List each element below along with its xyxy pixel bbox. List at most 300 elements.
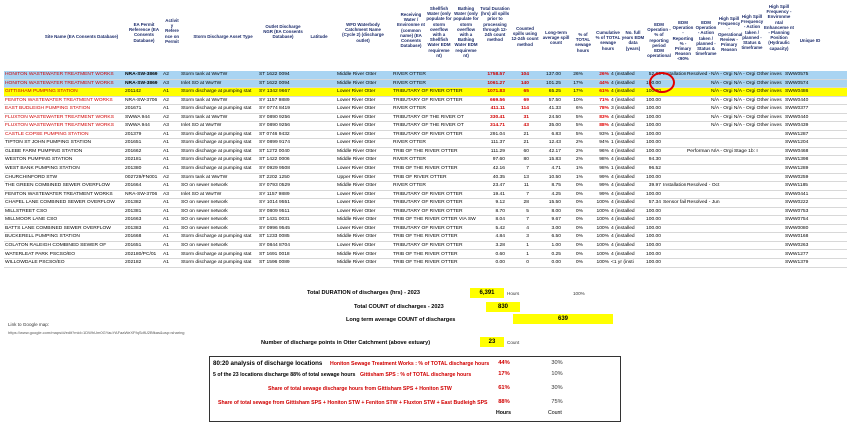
pct-total-cell: 0% bbox=[562, 241, 584, 250]
table-row bbox=[4, 224, 847, 233]
latitude-cell bbox=[302, 130, 336, 139]
discharge-table bbox=[4, 71, 847, 268]
years-edm-cell: 1 (installed bbox=[610, 139, 638, 148]
table-row bbox=[4, 105, 847, 114]
analysis-row2-ratio: 10% bbox=[551, 371, 563, 377]
analysis-row1-pct: 44% bbox=[498, 360, 510, 366]
duration-cell: 9.12 bbox=[478, 199, 506, 208]
latitude-cell bbox=[302, 96, 336, 105]
receiving-water-cell: TRIB OF RIVER OTTER bbox=[392, 173, 466, 182]
site-name-cell: FENITON WASTEWATER TREATMENT WORKS bbox=[4, 190, 124, 199]
analysis-title: 80:20 analysis of discharge locations bbox=[213, 360, 323, 367]
site-name-cell: WATERLEAT PARK PSCSO/EO bbox=[4, 250, 124, 259]
asset-type-cell: Storm tank at WwTW bbox=[180, 173, 258, 182]
outlet-ngr-cell: ST 1233 0085 bbox=[258, 233, 302, 242]
edm-operation-cell: 100.00 bbox=[638, 79, 662, 88]
table-row bbox=[4, 147, 847, 156]
unique-id-cell: SWW0377 bbox=[784, 105, 847, 114]
latitude-cell bbox=[302, 79, 336, 88]
high-spill-cell: N/A - Orgi N/A - Orgi Other inves bbox=[710, 79, 784, 88]
permit-ref-cell: NRA-SW-3706 bbox=[124, 190, 162, 199]
years-edm-cell: 4 (installed bbox=[610, 224, 638, 233]
latitude-cell bbox=[302, 173, 336, 182]
edm-operation-cell: 100.00 bbox=[638, 113, 662, 122]
header-high-spill-review: High Spill Frequency - Operational Review - Primary Reason bbox=[718, 16, 743, 53]
cumulative-cell: 100% bbox=[584, 233, 610, 242]
latitude-cell bbox=[302, 147, 336, 156]
duration-cell: 8.70 bbox=[478, 207, 506, 216]
duration-cell: 1071.83 bbox=[478, 88, 506, 97]
site-name-cell: BATTS LANE COMBINED SEWER OVERFLOW bbox=[4, 224, 124, 233]
longterm-avg-cell: 137.00 bbox=[530, 71, 562, 79]
spills-cell: 7 bbox=[506, 190, 530, 199]
analysis-box bbox=[209, 356, 621, 422]
wfd-catchment-cell: Lower River Otter bbox=[336, 139, 392, 148]
receiving-water-cell: TRIBUTARY OF RIVER OTTER bbox=[392, 96, 466, 105]
activity-ref-cell: A2 bbox=[162, 96, 180, 105]
spills-cell: 11 bbox=[506, 182, 530, 191]
outlet-ngr-cell: ST 2202 1250 bbox=[258, 173, 302, 182]
activity-ref-cell: A1 bbox=[162, 216, 180, 225]
activity-ref-cell: A1 bbox=[162, 224, 180, 233]
discharge-points-label: Number of discharge points in Otter Catchment (above estuary) bbox=[261, 340, 431, 346]
total-count-label: Total COUNT of discharges - 2023 bbox=[354, 304, 444, 310]
receiving-water-cell: TRIBUTARY OF RIVER OTTER bbox=[392, 207, 466, 216]
spills-cell: 7 bbox=[506, 216, 530, 225]
longterm-avg-cell: 42.17 bbox=[530, 147, 562, 156]
cumulative-cell: 71% bbox=[584, 96, 610, 105]
longterm-avg-cell: 4.71 bbox=[530, 165, 562, 174]
edm-operation-cell: 100.00 bbox=[638, 233, 662, 242]
wfd-catchment-cell: Lower River Otter bbox=[336, 190, 392, 199]
shellfish-cell bbox=[466, 190, 478, 199]
pct-total-cell: 0% bbox=[562, 224, 584, 233]
receiving-water-cell: TRIB OF THE RIVER OTTER VIA SW bbox=[392, 216, 466, 225]
permit-ref-cell: 201663 bbox=[124, 216, 162, 225]
longterm-avg-cell: 12.43 bbox=[530, 139, 562, 148]
spills-cell: 3 bbox=[506, 233, 530, 242]
outlet-ngr-cell: SY 0844 8704 bbox=[258, 241, 302, 250]
edm-action-cell: Performan N/A - Orgi Stage 1b: I bbox=[686, 147, 710, 156]
site-name-cell: TIPTON ST JOHN PUMPING STATION bbox=[4, 139, 124, 148]
duration-cell: 5.42 bbox=[478, 224, 506, 233]
edm-action-cell bbox=[686, 130, 710, 139]
latitude-cell bbox=[302, 241, 336, 250]
site-name-cell: HONITON WASTEWATER TREATMENT WORKS bbox=[4, 71, 124, 79]
asset-type-cell: Storm discharge at pumping stat bbox=[180, 156, 258, 165]
asset-type-cell: Storm discharge at pumping stat bbox=[180, 88, 258, 97]
pct-total-cell: 5% bbox=[562, 122, 584, 131]
wfd-catchment-cell: Lower River Otter bbox=[336, 224, 392, 233]
outlet-ngr-cell: ST 1596 0089 bbox=[258, 259, 302, 268]
cumulative-cell: 99% bbox=[584, 182, 610, 191]
pct-total-cell: 0% bbox=[562, 182, 584, 191]
pct-total-cell: 0% bbox=[562, 207, 584, 216]
high-spill-cell: N/A - Orgi N/A - Orgi Other inves bbox=[710, 122, 784, 131]
unique-id-cell: SWW0468 bbox=[784, 147, 847, 156]
edm-reason-cell bbox=[662, 165, 686, 174]
longterm-count-value: 639 bbox=[513, 314, 613, 324]
edm-operation-cell: 100.00 bbox=[638, 241, 662, 250]
years-edm-cell: 4 (installed bbox=[610, 147, 638, 156]
cumulative-cell: 78% bbox=[584, 105, 610, 114]
permit-ref-cell: 201664 bbox=[124, 182, 162, 191]
unique-id-cell: SWW0441 bbox=[784, 190, 847, 199]
outlet-ngr-cell: SY 0899 9174 bbox=[258, 139, 302, 148]
permit-ref-cell: 201380 bbox=[124, 165, 162, 174]
outlet-ngr-cell: ST 1422 0006 bbox=[258, 156, 302, 165]
wfd-catchment-cell: Lower River Otter bbox=[336, 96, 392, 105]
unique-id-cell: SWW0574 bbox=[784, 79, 847, 88]
wfd-catchment-cell: Middle River Otter bbox=[336, 71, 392, 79]
wfd-catchment-cell: Middle River Otter bbox=[336, 182, 392, 191]
cumulative-cell: 99% bbox=[584, 173, 610, 182]
high-spill-cell bbox=[710, 182, 784, 191]
longterm-avg-cell: 41.33 bbox=[530, 105, 562, 114]
shellfish-cell bbox=[466, 241, 478, 250]
edm-action-cell bbox=[686, 139, 710, 148]
edm-action-cell bbox=[686, 122, 710, 131]
spills-cell: 140 bbox=[506, 79, 530, 88]
duration-cell: 314.71 bbox=[478, 122, 506, 131]
receiving-water-cell: TRIBUTARY OF RIVER OTTER bbox=[392, 224, 466, 233]
unique-id-cell: SWW1185 bbox=[784, 182, 847, 191]
duration-cell: 111.29 bbox=[478, 147, 506, 156]
duration-cell: 1061.27 bbox=[478, 79, 506, 88]
duration-cell: 42.16 bbox=[478, 165, 506, 174]
wfd-catchment-cell: Middle River Otter bbox=[336, 233, 392, 242]
edm-action-cell bbox=[686, 96, 710, 105]
edm-operation-cell: 96.52 bbox=[638, 165, 662, 174]
activity-ref-cell: A3 bbox=[162, 122, 180, 131]
cumulative-cell: 100% bbox=[584, 207, 610, 216]
asset-type-cell: Storm discharge at pumping stat bbox=[180, 147, 258, 156]
edm-reason-cell bbox=[662, 250, 686, 259]
spills-cell: 0 bbox=[506, 259, 530, 268]
edm-operation-cell: 100.00 bbox=[638, 88, 662, 97]
wfd-catchment-cell: Middle River Otter bbox=[336, 216, 392, 225]
duration-cell: 111.37 bbox=[478, 139, 506, 148]
header-edm-action: EDM Operation - Action taken / planned - Status & timeframe bbox=[695, 20, 717, 57]
wfd-catchment-cell: Middle River Otter bbox=[336, 156, 392, 165]
longterm-count-label: Long term average COUNT of discharges bbox=[346, 317, 456, 323]
site-name-cell: THE GREEN COMBINED SEWER OVERFLOW bbox=[4, 182, 124, 191]
unique-id-cell: SWW1204 bbox=[784, 139, 847, 148]
activity-ref-cell: A1 bbox=[162, 182, 180, 191]
shellfish-cell bbox=[466, 88, 478, 97]
asset-type-cell: Storm tank at WwTW bbox=[180, 71, 258, 79]
high-spill-cell bbox=[710, 139, 784, 148]
cumulative-cell: 96% bbox=[584, 147, 610, 156]
analysis-row3-pct: 61% bbox=[498, 385, 510, 391]
years-edm-cell: 3 (installed bbox=[610, 105, 638, 114]
table-row bbox=[4, 122, 847, 131]
spills-cell: 114 bbox=[506, 105, 530, 114]
longterm-avg-cell: 15.50 bbox=[530, 199, 562, 208]
high-spill-cell: N/A - Orgi N/A - Orgi Other inves bbox=[710, 88, 784, 97]
edm-action-cell bbox=[686, 105, 710, 114]
longterm-avg-cell: 6.50 bbox=[530, 233, 562, 242]
high-spill-cell: N/A - Orgi N/A - Orgi Other inves bbox=[710, 113, 784, 122]
edm-operation-cell: 100.00 bbox=[638, 105, 662, 114]
edm-reason-cell: Installation bbox=[662, 182, 686, 191]
outlet-ngr-cell: SY 1157 9889 bbox=[258, 190, 302, 199]
wfd-catchment-cell: Lower River Otter bbox=[336, 241, 392, 250]
table-row bbox=[4, 88, 847, 97]
duration-cell: 330.41 bbox=[478, 113, 506, 122]
table-row bbox=[4, 139, 847, 148]
edm-reason-cell: Installation bbox=[662, 71, 686, 79]
edm-operation-cell: 57.34 bbox=[638, 199, 662, 208]
asset-type-cell: Storm discharge at pumping stat bbox=[180, 233, 258, 242]
edm-operation-cell: 100.00 bbox=[638, 139, 662, 148]
shellfish-cell bbox=[466, 79, 478, 88]
permit-ref-cell: 002729/FN001 bbox=[124, 173, 162, 182]
asset-type-cell: SO on sewer network bbox=[180, 182, 258, 191]
longterm-avg-cell: 57.50 bbox=[530, 96, 562, 105]
years-edm-cell: 4 (installed bbox=[610, 71, 638, 79]
shellfish-cell bbox=[466, 224, 478, 233]
shellfish-cell bbox=[466, 130, 478, 139]
asset-type-cell: Inlet SO at WwTW bbox=[180, 122, 258, 131]
high-spill-cell bbox=[710, 216, 784, 225]
edm-operation-cell: 39.97 bbox=[638, 182, 662, 191]
asset-type-cell: SO on sewer network bbox=[180, 224, 258, 233]
latitude-cell bbox=[302, 88, 336, 97]
receiving-water-cell: RIVER OTTER bbox=[392, 71, 466, 79]
spills-cell: 13 bbox=[506, 173, 530, 182]
receiving-water-cell: RIVER OTTER bbox=[392, 182, 466, 191]
edm-action-cell bbox=[686, 233, 710, 242]
edm-reason-cell bbox=[662, 224, 686, 233]
site-name-cell: FLUXTON WASTEWATER TREATMENT WORKS bbox=[4, 122, 124, 131]
cumulative-cell: 88% bbox=[584, 122, 610, 131]
table-row bbox=[4, 233, 847, 242]
total-duration-unit: Hours bbox=[507, 291, 520, 296]
outlet-ngr-cell: SY 0809 9511 bbox=[258, 207, 302, 216]
shellfish-cell bbox=[466, 182, 478, 191]
cumulative-cell: 100% bbox=[584, 199, 610, 208]
site-name-cell: EAST BUDLEIGH PUMPING STATION bbox=[4, 105, 124, 114]
receiving-water-cell: TRIBUTARY OF THE RIVER OT bbox=[392, 113, 466, 122]
spills-cell: 65 bbox=[506, 88, 530, 97]
wfd-catchment-cell: Middle River Otter bbox=[336, 79, 392, 88]
shellfish-cell bbox=[466, 173, 478, 182]
cumulative-cell: 100% bbox=[584, 216, 610, 225]
analysis-col-hours: Hours bbox=[496, 410, 511, 416]
analysis-row1-ratio: 30% bbox=[551, 360, 563, 366]
high-spill-cell bbox=[710, 241, 784, 250]
activity-ref-cell: A1 bbox=[162, 147, 180, 156]
analysis-row4-ratio: 75% bbox=[551, 399, 563, 405]
edm-action-cell: Resolved - Oct bbox=[686, 182, 710, 191]
cumulative-cell: 83% bbox=[584, 113, 610, 122]
cumulative-cell: 100% bbox=[584, 259, 610, 268]
years-edm-cell: 1 (installed bbox=[610, 165, 638, 174]
edm-reason-cell bbox=[662, 122, 686, 131]
edm-reason-cell bbox=[662, 139, 686, 148]
longterm-avg-cell: 35.00 bbox=[530, 122, 562, 131]
shellfish-cell bbox=[466, 233, 478, 242]
pct-total-cell: 0% bbox=[562, 259, 584, 268]
receiving-water-cell: TRIBUTARY OF RIVER OTTER bbox=[392, 190, 466, 199]
spills-cell: 31 bbox=[506, 113, 530, 122]
activity-ref-cell: A1 bbox=[162, 250, 180, 259]
edm-reason-cell bbox=[662, 130, 686, 139]
edm-action-cell bbox=[686, 156, 710, 165]
unique-id-cell: SWW0080 bbox=[784, 224, 847, 233]
permit-ref-cell: 202180/PC/01 bbox=[124, 250, 162, 259]
header-total-duration: Total Duration (hrs) all spills prior to processing through 12-24h count method bbox=[480, 6, 510, 43]
asset-type-cell: Storm tank at WwTW bbox=[180, 113, 258, 122]
edm-reason-cell bbox=[662, 156, 686, 165]
site-name-cell: MILLMOOR LANE CSO bbox=[4, 216, 124, 225]
edm-operation-cell: 100.00 bbox=[638, 147, 662, 156]
asset-type-cell: Storm discharge at pumping stat bbox=[180, 105, 258, 114]
duration-cell: 0.00 bbox=[478, 259, 506, 268]
site-name-cell: MILLSTREET CSO bbox=[4, 207, 124, 216]
map-link-url[interactable]: https://www.google.com/maps/d/edit?mid=1DWhUm0GYauYAFaaWeXFfqSdfU2Bfkas&usp=sharing bbox=[8, 330, 185, 335]
high-spill-cell bbox=[710, 224, 784, 233]
years-edm-cell: 4 (installed bbox=[610, 199, 638, 208]
asset-type-cell: SO on sewer network bbox=[180, 207, 258, 216]
high-spill-cell bbox=[710, 259, 784, 268]
permit-ref-cell: 201379 bbox=[124, 130, 162, 139]
permit-ref-cell: 201662 bbox=[124, 147, 162, 156]
years-edm-cell: 4 (installed bbox=[610, 122, 638, 131]
edm-reason-cell bbox=[662, 96, 686, 105]
header-cumulative: Cumulative % of TOTAL sewage hours bbox=[595, 30, 621, 51]
header-site-name: Site Name (EA Consents Database) bbox=[44, 34, 119, 39]
permit-ref-cell: NRA-SW-3869 bbox=[124, 79, 162, 88]
pct-total-cell: 2% bbox=[562, 139, 584, 148]
unique-id-cell: SWW1277 bbox=[784, 250, 847, 259]
shellfish-cell bbox=[466, 71, 478, 79]
high-spill-cell: N/A - Orgi N/A - Orgi Other inves bbox=[710, 71, 784, 79]
unique-id-cell: SWW0440 bbox=[784, 96, 847, 105]
asset-type-cell: Inlet SO at WwTW bbox=[180, 190, 258, 199]
activity-ref-cell: A2 bbox=[162, 71, 180, 79]
latitude-cell bbox=[302, 165, 336, 174]
outlet-ngr-cell: ST 1431 0031 bbox=[258, 216, 302, 225]
outlet-ngr-cell: ST 1272 0040 bbox=[258, 147, 302, 156]
high-spill-cell bbox=[710, 190, 784, 199]
activity-ref-cell: A2 bbox=[162, 113, 180, 122]
table-row bbox=[4, 216, 847, 225]
outlet-ngr-cell: ST 1691 0018 bbox=[258, 250, 302, 259]
permit-ref-cell: 201381 bbox=[124, 207, 162, 216]
unique-id-cell: SWW1287 bbox=[784, 130, 847, 139]
site-name-cell: WEST BANK PUMPING STATION bbox=[4, 165, 124, 174]
activity-ref-cell: A1 bbox=[162, 233, 180, 242]
permit-ref-cell: 201651 bbox=[124, 241, 162, 250]
receiving-water-cell: TRIBUTARY OF THE RIVER OT bbox=[392, 122, 466, 131]
edm-operation-cell: 100.00 bbox=[638, 130, 662, 139]
table-row bbox=[4, 156, 847, 165]
years-edm-cell: 4 (installed bbox=[610, 216, 638, 225]
edm-operation-cell: 100.00 bbox=[638, 207, 662, 216]
analysis-row4-label: Share of total sewage from Gittisham SPS + Honiton STW + Feniton STW + Fluxton STW + East Budleigh SPS bbox=[218, 400, 488, 406]
duration-cell: 669.56 bbox=[478, 96, 506, 105]
longterm-avg-cell: 24.50 bbox=[530, 113, 562, 122]
duration-cell: 291.04 bbox=[478, 130, 506, 139]
unique-id-cell: SWW1398 bbox=[784, 156, 847, 165]
permit-ref-cell: NRA-SW-3869 bbox=[124, 71, 162, 79]
total-duration-pct: 100% bbox=[573, 291, 585, 296]
outlet-ngr-cell: SY 1342 9667 bbox=[258, 88, 302, 97]
pct-total-cell: 6% bbox=[562, 105, 584, 114]
edm-action-cell: Resolved - bbox=[686, 71, 710, 79]
asset-type-cell: Storm tank at WwTW bbox=[180, 96, 258, 105]
spills-cell: 7 bbox=[506, 165, 530, 174]
edm-operation-cell: 100.00 bbox=[638, 250, 662, 259]
total-duration-label: Total DURATION of discharges (hrs) - 2023 bbox=[307, 290, 420, 296]
activity-ref-cell: A1 bbox=[162, 165, 180, 174]
cumulative-cell: 61% bbox=[584, 88, 610, 97]
high-spill-cell bbox=[710, 199, 784, 208]
latitude-cell bbox=[302, 182, 336, 191]
unique-id-cell: SWW0753 bbox=[784, 207, 847, 216]
years-edm-cell: 4 (installed bbox=[610, 156, 638, 165]
high-spill-cell bbox=[710, 165, 784, 174]
years-edm-cell: 4 (installed bbox=[610, 113, 638, 122]
cumulative-cell: 100% bbox=[584, 224, 610, 233]
outlet-ngr-cell: ST 1622 0094 bbox=[258, 71, 302, 79]
edm-operation-cell: 94.30 bbox=[638, 156, 662, 165]
years-edm-cell: 4 (installed bbox=[610, 173, 638, 182]
latitude-cell bbox=[302, 156, 336, 165]
analysis-row1-label: Honiton Sewage Treatment Works : % of TOTAL discharge hours bbox=[330, 361, 490, 367]
shellfish-cell bbox=[466, 207, 478, 216]
header-edm-operation: EDM Operation - % of reporting period EDM operational bbox=[647, 22, 671, 59]
edm-operation-cell: 100.00 bbox=[638, 259, 662, 268]
activity-ref-cell: A3 bbox=[162, 190, 180, 199]
pct-total-cell: 10% bbox=[562, 96, 584, 105]
discharge-points-value: 23 bbox=[480, 337, 504, 347]
shellfish-cell bbox=[466, 147, 478, 156]
longterm-avg-cell: 8.75 bbox=[530, 182, 562, 191]
site-name-cell: CHURCHINFORD STW bbox=[4, 173, 124, 182]
unique-id-cell: SWW0575 bbox=[784, 71, 847, 79]
table-row bbox=[4, 173, 847, 182]
cumulative-cell: 98% bbox=[584, 165, 610, 174]
cumulative-cell: 93% bbox=[584, 130, 610, 139]
spills-cell: 43 bbox=[506, 122, 530, 131]
unique-id-cell: SWW0486 bbox=[784, 88, 847, 97]
table-row bbox=[4, 241, 847, 250]
duration-cell: 411.11 bbox=[478, 105, 506, 114]
wfd-catchment-cell: Lower River Otter bbox=[336, 122, 392, 131]
latitude-cell bbox=[302, 207, 336, 216]
activity-ref-cell: A1 bbox=[162, 88, 180, 97]
shellfish-cell bbox=[466, 139, 478, 148]
activity-ref-cell: A3 bbox=[162, 79, 180, 88]
duration-cell: 1758.57 bbox=[478, 71, 506, 79]
outlet-ngr-cell: SY 0890 9256 bbox=[258, 113, 302, 122]
asset-type-cell: SO on sewer network bbox=[180, 216, 258, 225]
unique-id-cell: SWW0439 bbox=[784, 122, 847, 131]
permit-ref-cell: SWWA 944 bbox=[124, 113, 162, 122]
years-edm-cell: 4 (installed bbox=[610, 182, 638, 191]
total-count-value: 830 bbox=[486, 302, 520, 312]
edm-action-cell bbox=[686, 190, 710, 199]
edm-reason-cell: Sensor fail bbox=[662, 199, 686, 208]
spills-cell: 69 bbox=[506, 96, 530, 105]
edm-reason-cell bbox=[662, 216, 686, 225]
edm-action-cell bbox=[686, 259, 710, 268]
edm-action-cell: Resolved - Jun bbox=[686, 199, 710, 208]
pct-total-cell: 0% bbox=[562, 250, 584, 259]
